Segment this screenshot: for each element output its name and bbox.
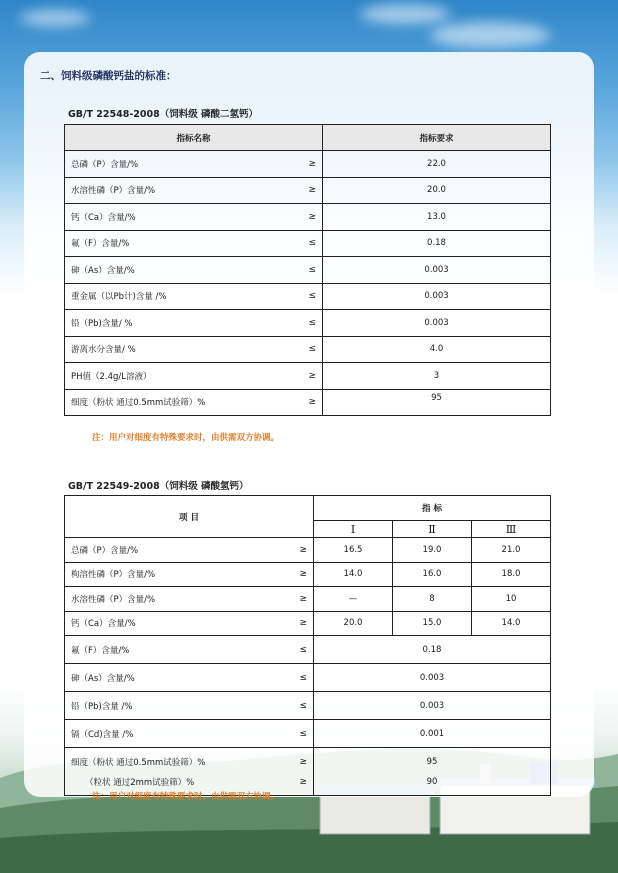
comparison-symbol: ≤ — [308, 291, 316, 302]
comparison-symbol: ≥ — [308, 158, 316, 169]
table-row — [65, 283, 551, 310]
grade-value: 8 — [393, 587, 472, 612]
comparison-symbol: ≥ — [308, 211, 316, 222]
comparison-symbol: ≤ — [299, 644, 307, 655]
row-value: 3 — [323, 363, 551, 390]
comparison-symbol: ≥ — [299, 776, 307, 787]
row-name: PH值（2.4g/L溶液） — [71, 371, 152, 382]
table-row — [65, 538, 551, 563]
grade-value: 21.0 — [472, 538, 551, 563]
table2-note: 注：用户对细度有特殊要求时，由供需双方协调。 — [92, 792, 280, 802]
table-row — [65, 257, 551, 284]
fineness-powder-label: 细度（粉状 通过0.5mm试验筛）% — [71, 757, 206, 768]
comparison-symbol: ≤ — [308, 344, 316, 355]
table1-note: 注：用户对细度有特殊要求时，由供需双方协调。 — [92, 433, 280, 443]
grade-value: 15.0 — [393, 611, 472, 636]
comparison-symbol: ≥ — [308, 370, 316, 381]
row-value: 0.003 — [323, 310, 551, 337]
row-value: 22.0 — [323, 151, 551, 178]
merged-value: 0.18 — [314, 636, 551, 664]
comparison-symbol: ≤ — [299, 700, 307, 711]
comparison-symbol: ≥ — [299, 569, 307, 580]
table2-header-row — [65, 496, 551, 521]
table-row — [65, 692, 551, 720]
section-title: 二、饲料级磷酸钙盐的标准： — [40, 70, 177, 82]
row-name: 铅（Pb)含量 /% — [71, 701, 133, 712]
grade-value: 14.0 — [314, 562, 393, 587]
grade-value: 14.0 — [472, 611, 551, 636]
comparison-symbol: ≤ — [308, 264, 316, 275]
comparison-symbol: ≤ — [299, 728, 307, 739]
row-value: 0.18 — [323, 230, 551, 257]
table-row — [65, 611, 551, 636]
fineness-granular-label: （粒状 通过2mm试验筛）% — [85, 777, 195, 788]
row-value: 4.0 — [323, 336, 551, 363]
grade-value: 10 — [472, 587, 551, 612]
row-name: 总磷（P）含量/% — [71, 545, 139, 556]
row-value: 0.003 — [323, 283, 551, 310]
row-name: 砷（As）含量/% — [71, 673, 135, 684]
merged-value: 0.003 — [314, 692, 551, 720]
fineness-powder-value: 95 — [426, 756, 438, 767]
cloud — [20, 10, 90, 26]
row-name: 重金属（以Pb计)含量 /% — [71, 292, 167, 303]
row-value: 95 — [323, 389, 551, 416]
table-row — [65, 230, 551, 257]
row-name: 钙（Ca）含量/% — [71, 212, 136, 223]
table-row — [65, 177, 551, 204]
table-row — [65, 363, 551, 390]
row-name: 氟（F）含量/% — [71, 645, 130, 656]
grade-value: 16.0 — [393, 562, 472, 587]
fineness-granular-value: 90 — [426, 776, 438, 787]
row-name: 氟（F）含量/% — [71, 239, 130, 250]
comparison-symbol: ≤ — [299, 672, 307, 683]
header-indicator-name: 指标名称 — [65, 125, 323, 151]
table-row — [65, 562, 551, 587]
comparison-symbol: ≤ — [308, 238, 316, 249]
row-name: 游离水分含量/ % — [71, 345, 136, 356]
grade-value: — — [314, 587, 393, 612]
comparison-symbol: ≤ — [308, 317, 316, 328]
header-item: 项 目 — [65, 496, 314, 538]
comparison-symbol: ≥ — [308, 185, 316, 196]
table1-header-row — [65, 125, 551, 151]
table2-title: GB/T 22549-2008（饲料级 磷酸氢钙） — [68, 481, 249, 492]
row-value: 13.0 — [323, 204, 551, 231]
row-name: 钙（Ca）含量/% — [71, 619, 136, 630]
table-row — [65, 151, 551, 178]
merged-value: 0.003 — [314, 664, 551, 692]
row-name: 砷（As）含量/% — [71, 265, 135, 276]
table-row — [65, 204, 551, 231]
header-indicator-requirement: 指标要求 — [323, 125, 551, 151]
cloud — [360, 4, 450, 24]
table-row — [65, 636, 551, 664]
table-row — [65, 720, 551, 748]
table-row — [65, 336, 551, 363]
table2 — [64, 495, 551, 796]
row-value: 0.003 — [323, 257, 551, 284]
grade-value: 18.0 — [472, 562, 551, 587]
table-row — [65, 310, 551, 337]
table-row — [65, 389, 551, 416]
grade-2: Ⅱ — [393, 521, 472, 538]
grade-1: Ⅰ — [314, 521, 393, 538]
row-name: 镉（Cd)含量 /% — [71, 729, 134, 740]
table-row — [65, 664, 551, 692]
comparison-symbol: ≥ — [299, 756, 307, 767]
row-value: 20.0 — [323, 177, 551, 204]
row-name: 枸溶性磷（P）含量/% — [71, 570, 156, 581]
table-row-fineness — [65, 748, 551, 796]
grade-value: 16.5 — [314, 538, 393, 563]
comparison-symbol: ≥ — [299, 544, 307, 555]
grade-value: 20.0 — [314, 611, 393, 636]
table1 — [64, 124, 551, 416]
row-name: 铅（Pb)含量/ % — [71, 318, 133, 329]
table-row — [65, 587, 551, 612]
comparison-symbol: ≥ — [299, 593, 307, 604]
cloud — [430, 22, 550, 48]
row-name: 水溶性磷（P）含量/% — [71, 186, 156, 197]
row-name: 总磷（P）含量/% — [71, 159, 139, 170]
grade-value: 19.0 — [393, 538, 472, 563]
header-index: 指 标 — [314, 496, 551, 521]
comparison-symbol: ≥ — [299, 618, 307, 629]
table1-title: GB/T 22548-2008（饲料级 磷酸二氢钙） — [68, 109, 259, 120]
grade-3: Ⅲ — [472, 521, 551, 538]
row-name: 细度（粉状 通过0.5mm试验筛）% — [71, 398, 206, 409]
merged-value: 0.001 — [314, 720, 551, 748]
comparison-symbol: ≥ — [308, 397, 316, 408]
row-name: 水溶性磷（P）含量/% — [71, 594, 156, 605]
